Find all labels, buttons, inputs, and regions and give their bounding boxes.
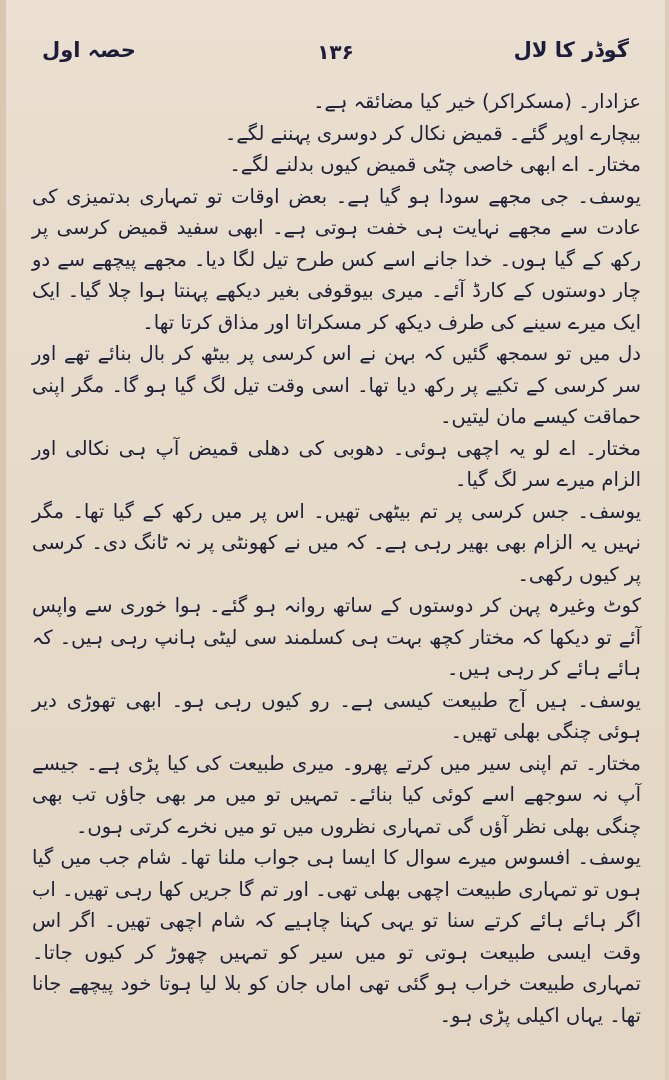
paragraph: کوٹ وغیرہ پہن کر دوستوں کے ساتھ روانہ ہو گئے۔ ہوا خوری سے واپس آئے تو دیکھا کہ مختار کچھ بہت ہی کسلمند سی لیٹی ہانپ رہی ہیں۔ کہ ہائے ہائے کر رہی ہیں۔ [32, 594, 641, 680]
paragraph: یوسف۔ افسوس میرے سوال کا ایسا ہی جواب ملنا تھا۔ شام جب میں گیا ہوں تو تمہاری طبیعت اچھی بھلی تھی۔ اور تم گا جریں کھا رہی تھیں۔ اب اگر ہائے ہائے کرتے سنا تو یہی کہنا چاہیے کہ شام اچھی تھیں۔ اگر اس وقت ایسی طبیعت ہوتی تو میں سیر کو تمہیں چھوڑ کر کیوں جاتا۔ تمہاری طبیعت خراب ہو گئی تھی اماں جان کو بلا لیا ہوتا خود پیچھے جانا تھا۔ یہاں اکیلی پڑی ہو۔ [32, 846, 641, 1027]
paragraph: یوسف۔ ہیں آج طبیعت کیسی ہے۔ رو کیوں رہی ہو۔ ابھی تھوڑی دیر ہوئی چنگی بھلی تھیں۔ [32, 688, 641, 743]
part-label: حصہ اول [42, 38, 136, 62]
paragraph: یوسف۔ جی مجھے سودا ہو گیا ہے۔ بعض اوقات تو تمہاری بدتمیزی کی عادت سے مجھے نہایت ہی خفت ہوتی ہے۔ ابھی سفید قمیض کرسی پر رکھ کے گیا ہوں۔ خدا جانے اسے کس طرح تیل لگا دیا۔ مجھے پیچھے سے دو چار دوستوں کے کارڈ آئے۔ میری بیوقوفی بغیر دیکھے پہنتا ہوا چلا گیا۔ ایک ایک میرے سینے کی طرف دیکھ کر مسکراتا اور مذاق کرتا تھا۔ [32, 184, 641, 334]
paragraph: دل میں تو سمجھ گئیں کہ بہن نے اس کرسی پر بیٹھ کر بال بنائے تھے اور سر کرسی کے تکیے پر رکھ دیا تھا۔ اسی وقت تیل لگ گیا ہو گا۔ مگر اپنی حماقت کیسے مان لیتیں۔ [32, 342, 641, 428]
page-body [32, 86, 641, 1060]
paragraph: یوسف۔ جس کرسی پر تم بیٹھی تھیں۔ اس پر میں رکھ کے گیا تھا۔ مگر نہیں یہ الزام بھی بھیر رہی ہے۔ کہ میں نے کھونٹی پر نہ ٹانگ دی۔ کرسی پر کیوں رکھی۔ [32, 499, 641, 586]
page-number: ۱۳۶ [317, 40, 354, 64]
page-header [36, 38, 635, 74]
paragraph: مختار۔ اے لو یہ اچھی ہوئی۔ دھوبی کی دھلی قمیض آپ ہی نکالی اور الزام میرے سر لگ گیا۔ [32, 436, 641, 491]
paragraph: بیچارے اوپر گئے۔ قمیض نکال کر دوسری پہننے لگے۔ [224, 121, 641, 145]
book-title: گوڈر کا لال [513, 38, 629, 62]
paragraph: مختار۔ اے ابھی خاصی چٹی قمیض کیوں بدلنے لگے۔ [229, 153, 641, 176]
paragraph: عزادار۔ (مسکراکر) خیر کیا مضائقہ ہے۔ [313, 90, 641, 113]
paragraph: مختار۔ تم اپنی سیر میں کرتے پھرو۔ میری طبیعت کی کیا پڑی ہے۔ جیسے آپ نہ سوجھے اسے کوئی کیا بنائے۔ تمہیں تو میں مر بھی جاؤں تب بھی چنگی بھلی نظر آؤں گی تمہاری نظروں میں تو میں نخرے کرتی ہوں۔ [32, 751, 641, 838]
